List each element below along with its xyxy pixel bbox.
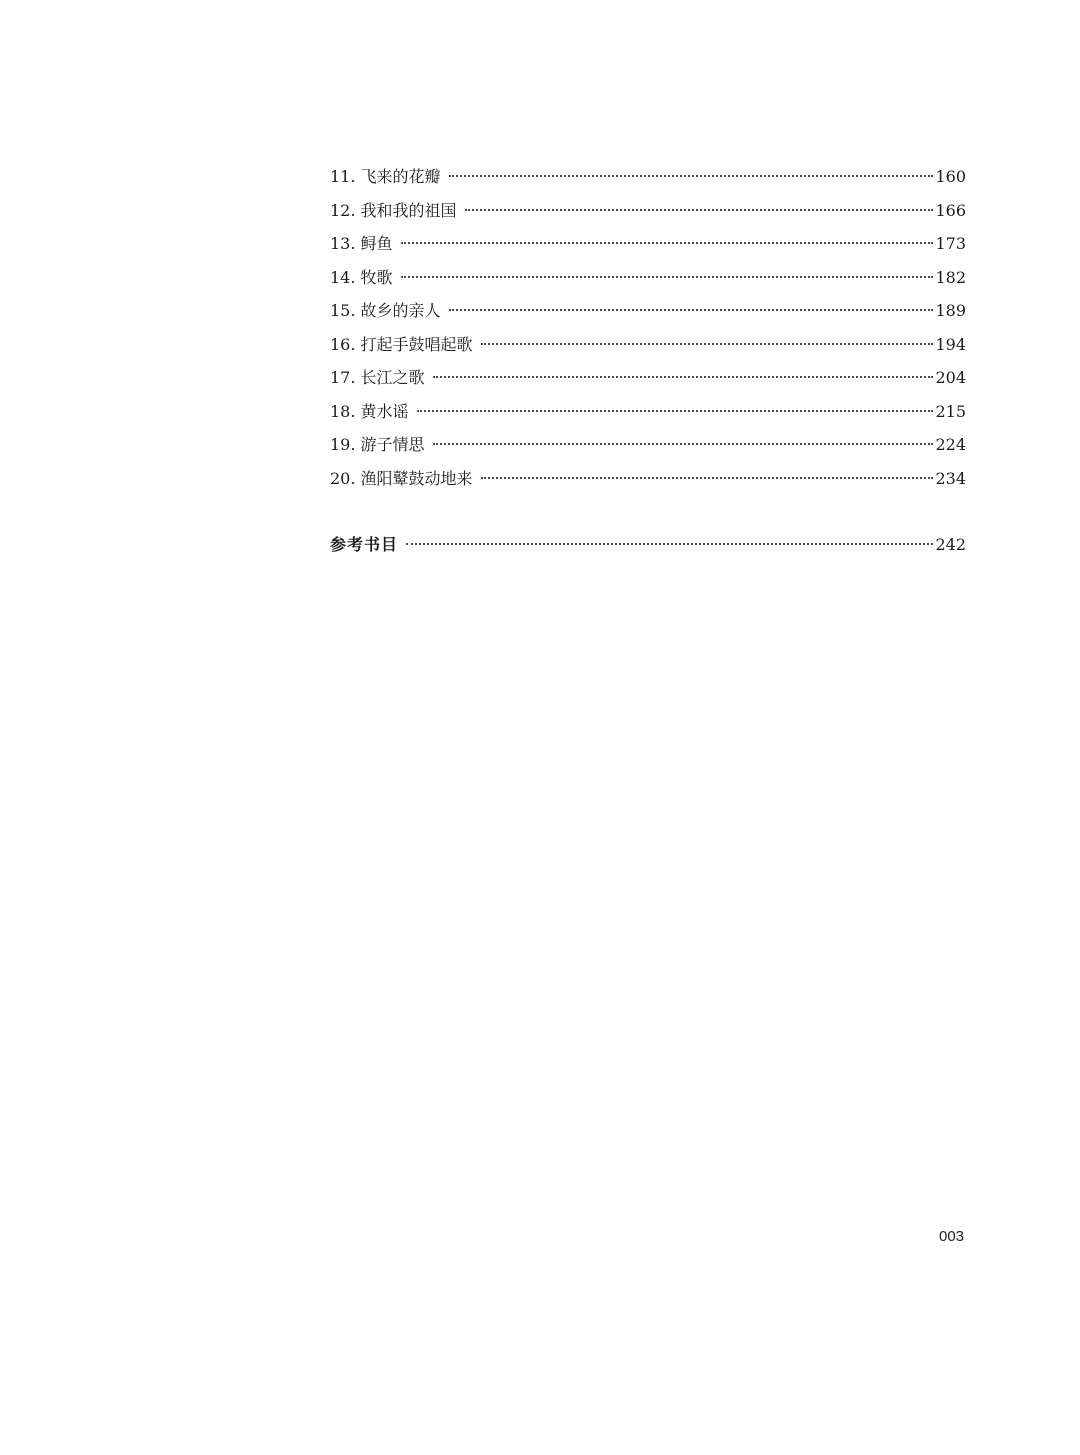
references-page: 242: [935, 535, 966, 554]
toc-entry-title: 11. 飞来的花瓣: [330, 167, 441, 186]
dot-leader: [449, 175, 934, 177]
toc-entry-title: 20. 渔阳鼙鼓动地来: [330, 468, 473, 488]
toc-entry-title: 15. 故乡的亲人: [330, 301, 441, 320]
toc-entry[interactable]: [330, 294, 966, 328]
dot-leader: [417, 410, 934, 412]
toc-entry-page: 194: [935, 334, 966, 354]
toc-entry[interactable]: [330, 428, 966, 462]
toc-entry[interactable]: [330, 261, 966, 295]
toc-entry-references[interactable]: [330, 528, 966, 562]
toc-entry-page: 166: [935, 200, 966, 220]
toc-entry[interactable]: [330, 227, 966, 261]
toc-entry-page: 182: [935, 267, 966, 287]
toc-entry[interactable]: [330, 462, 966, 496]
dot-leader: [433, 443, 934, 445]
toc-entry-title: 16. 打起手鼓唱起歌: [330, 334, 473, 354]
dot-leader: [481, 477, 934, 479]
toc-entry-page: 204: [935, 368, 966, 387]
toc-entry[interactable]: [330, 395, 966, 429]
dot-leader: [433, 376, 934, 378]
dot-leader: [465, 209, 934, 211]
dot-leader: [406, 543, 933, 545]
toc-entry-title: 12. 我和我的祖国: [330, 200, 457, 220]
page-number: 003: [939, 1228, 965, 1245]
toc-entry-title: 17. 长江之歌: [330, 368, 425, 387]
toc-entry-page: 215: [935, 401, 966, 421]
dot-leader: [401, 242, 934, 244]
toc-entry-title: 19. 游子情思: [330, 435, 425, 454]
toc-entry-page: 234: [935, 468, 966, 488]
references-title: 参考书目: [330, 535, 399, 554]
toc-entry-page: 160: [935, 167, 966, 186]
toc-entry[interactable]: [330, 361, 966, 395]
toc-entry[interactable]: [330, 160, 966, 194]
table-of-contents: [330, 160, 966, 562]
toc-entry[interactable]: [330, 328, 966, 362]
toc-entry[interactable]: [330, 194, 966, 228]
dot-leader: [401, 276, 934, 278]
toc-entry-title: 14. 牧歌: [330, 267, 393, 287]
toc-entry-title: 18. 黄水谣: [330, 401, 409, 421]
toc-entry-page: 173: [935, 234, 966, 253]
dot-leader: [481, 343, 934, 345]
dot-leader: [449, 309, 934, 311]
toc-entry-title: 13. 鲟鱼: [330, 234, 393, 253]
toc-entry-page: 224: [935, 435, 966, 454]
toc-entry-page: 189: [935, 301, 966, 320]
